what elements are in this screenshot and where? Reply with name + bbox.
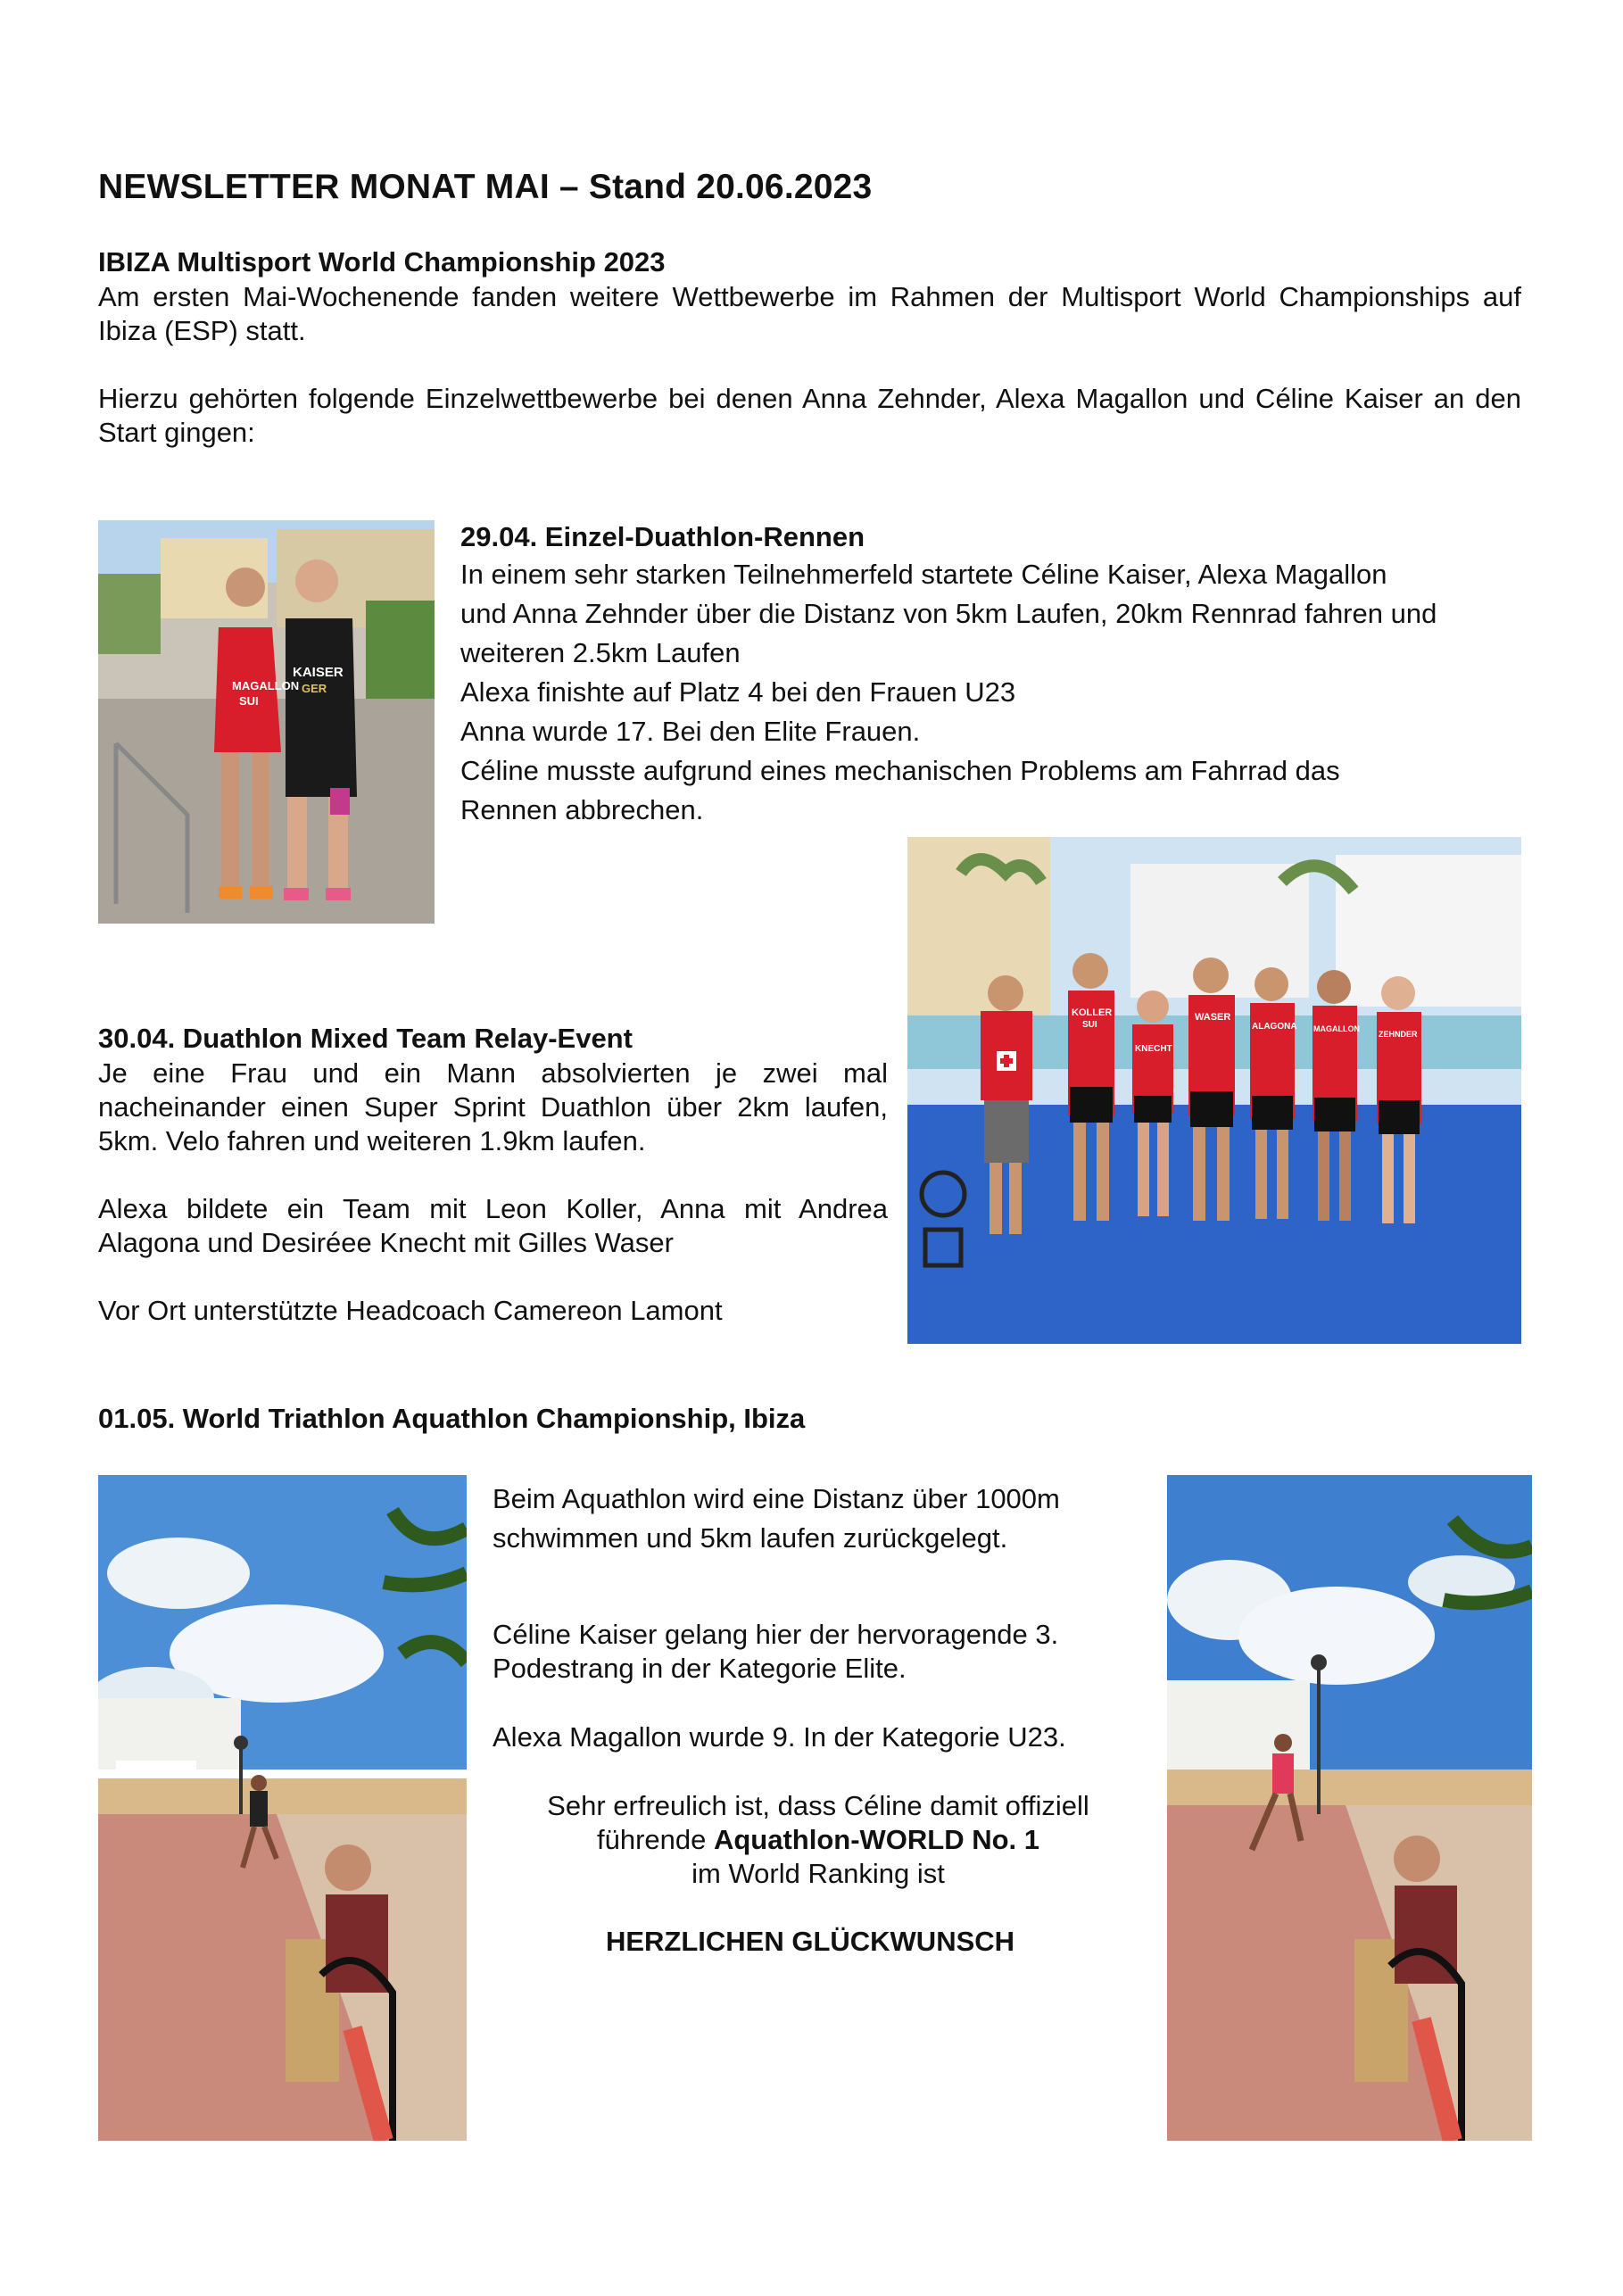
section-heading-aquathlon: 01.05. World Triathlon Aquathlon Championship, Ibiza xyxy=(98,1403,806,1434)
duathlon-line: In einem sehr starken Teilnehmerfeld startete Céline Kaiser, Alexa Magallon xyxy=(460,559,1387,590)
aquathlon-photo-left xyxy=(98,1475,467,2141)
aquathlon-ranking-line-2 xyxy=(493,1823,1144,1857)
section-heading-duathlon: 29.04. Einzel-Duathlon-Rennen xyxy=(460,521,865,552)
page-title: NEWSLETTER MONAT MAI – Stand 20.06.2023 xyxy=(98,168,873,206)
aquathlon-para-1 xyxy=(493,1480,1060,1558)
bib-alagona: ALAGONA xyxy=(1252,1022,1297,1032)
ibiza-intro: Am ersten Mai-Wochenende fanden weitere Wettbewerbe im Rahmen der Multisport World Championships auf Ibiza (ESP) statt. xyxy=(98,281,1521,346)
bib-magallon: MAGALLON xyxy=(232,679,300,692)
aquathlon-para-4 xyxy=(493,1789,1144,1891)
section-heading-ibiza: IBIZA Multisport World Championship 2023 xyxy=(98,246,666,278)
aquathlon-line: Beim Aquathlon wird eine Distanz über 1000m xyxy=(493,1483,1060,1514)
bib-zehnder: ZEHNDER xyxy=(1379,1030,1418,1039)
section-heading-relay: 30.04. Duathlon Mixed Team Relay-Event xyxy=(98,1023,633,1054)
relay-para-3: Vor Ort unterstützte Headcoach Camereon Lamont xyxy=(98,1295,723,1326)
bib-koller: KOLLER xyxy=(1072,1007,1113,1018)
relay-para-1: Je eine Frau und ein Mann absolvierten je zwei mal nacheinander einen Super Sprint Duathlon über 2km laufen, 5km. Velo fahren und weiteren 1.9km laufen. xyxy=(98,1057,888,1156)
ranking-prefix: führende xyxy=(596,1824,714,1855)
duathlon-athletes-photo xyxy=(98,520,435,924)
bib-ger: GER xyxy=(302,682,327,695)
bib-country: SUI xyxy=(1082,1020,1097,1030)
duathlon-text xyxy=(460,555,1437,830)
duathlon-line: Rennen abbrechen. xyxy=(460,794,704,825)
relay-para-2: Alexa bildete ein Team mit Leon Koller, Anna mit Andrea Alagona und Desiréee Knecht mit Gilles Waser xyxy=(98,1193,888,1258)
duathlon-line: und Anna Zehnder über die Distanz von 5km Laufen, 20km Rennrad fahren und xyxy=(460,598,1437,629)
aquathlon-photo-right xyxy=(1167,1475,1532,2141)
aquathlon-line: Céline Kaiser gelang hier der hervoragende 3. xyxy=(493,1619,1059,1650)
bib-magallon: MAGALLON xyxy=(1313,1024,1360,1033)
ibiza-intro-2: Hierzu gehörten folgende Einzelwettbewerbe bei denen Anna Zehnder, Alexa Magallon und Céline Kaiser an den Start gingen: xyxy=(98,383,1521,448)
duathlon-line: Anna wurde 17. Bei den Elite Frauen. xyxy=(460,716,921,747)
bib-kaiser: KAISER xyxy=(293,665,344,680)
aquathlon-ranking-line-1: Sehr erfreulich ist, dass Céline damit offiziell xyxy=(547,1790,1089,1821)
bib-waser: WASER xyxy=(1195,1012,1231,1023)
bib-sui: SUI xyxy=(239,694,259,708)
aquathlon-line: Podestrang in der Kategorie Elite. xyxy=(493,1653,907,1684)
aquathlon-para-3: Alexa Magallon wurde 9. In der Kategorie U23. xyxy=(493,1721,1066,1753)
ranking-highlight: Aquathlon-WORLD No. 1 xyxy=(713,1824,1040,1855)
duathlon-line: Céline musste aufgrund eines mechanischen Problems am Fahrrad das xyxy=(460,755,1340,786)
congratulations-text: HERZLICHEN GLÜCKWUNSCH xyxy=(605,1926,1015,1957)
aquathlon-para-2 xyxy=(493,1618,1058,1686)
aquathlon-line: schwimmen und 5km laufen zurückgelegt. xyxy=(493,1522,1008,1554)
bib-knecht: KNECHT xyxy=(1135,1044,1172,1054)
duathlon-line: Alexa finishte auf Platz 4 bei den Frauen U23 xyxy=(460,676,1016,708)
aquathlon-ranking-line-3: im World Ranking ist xyxy=(691,1858,945,1889)
duathlon-line: weiteren 2.5km Laufen xyxy=(460,637,741,668)
relay-team-photo xyxy=(907,837,1521,1344)
